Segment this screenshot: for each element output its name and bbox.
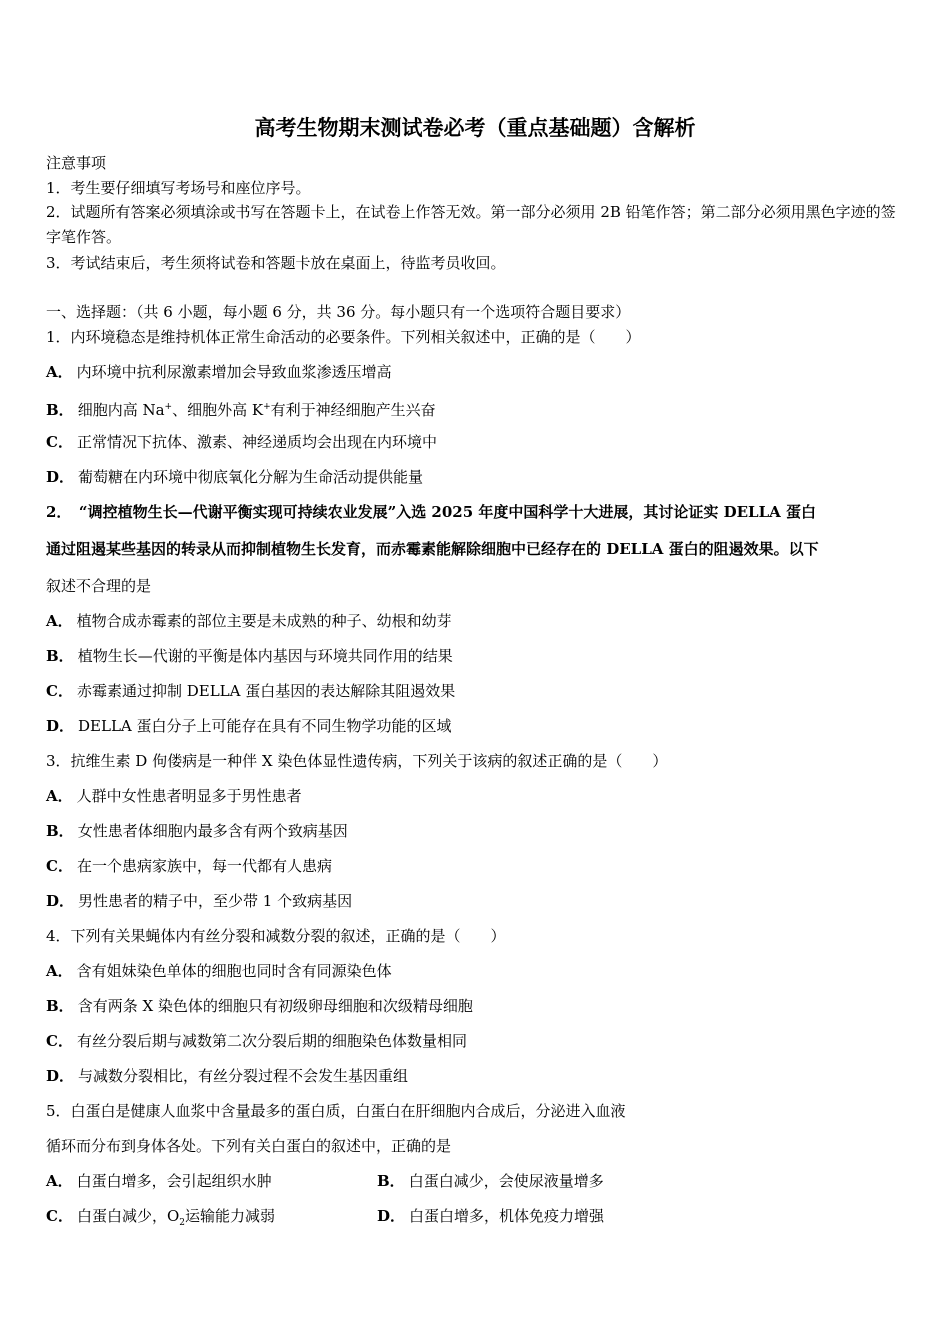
option-text: 植物生长—代谢的平衡是体内基因与环境共同作用的结果 xyxy=(77,647,453,665)
option-text: 有利于神经细胞产生兴奋 xyxy=(270,401,436,419)
option-label: C． xyxy=(46,433,73,451)
option-text: 葡萄糖在内环境中彻底氧化分解为生命活动提供能量 xyxy=(78,468,424,486)
notice-item-2: 2．试题所有答案必须填涂或书写在答题卡上，在试卷上作答无效。第一部分必须用 2B 铅笔作答；第二部分必须用黑色字迹的签字笔作答。 xyxy=(46,203,896,246)
option-text: 有丝分裂后期与减数第二次分裂后期的细胞染色体数量相同 xyxy=(76,1032,467,1050)
question-4-option-c xyxy=(46,1031,467,1051)
option-text: 白蛋白减少，会使尿液量增多 xyxy=(408,1172,604,1190)
option-label: A． xyxy=(46,612,73,630)
option-text: 白蛋白增多，会引起组织水肿 xyxy=(76,1172,272,1190)
option-label: D． xyxy=(377,1207,406,1225)
question-2-option-b xyxy=(46,646,453,666)
question-1-stem: 1．内环境稳态是维持机体正常生命活动的必要条件。下列相关叙述中，正确的是（ ） xyxy=(46,328,641,346)
option-text: 在一个患病家族中，每一代都有人患病 xyxy=(76,857,332,875)
option-text: 细胞内高 Na xyxy=(77,401,165,419)
question-1-option-a xyxy=(46,362,392,382)
question-5-option-b xyxy=(377,1171,604,1191)
question-4-option-d xyxy=(46,1066,408,1086)
question-1-option-c xyxy=(46,432,437,452)
notice-item-3: 3．考试结束后，考生须将试卷和答题卡放在桌面上，待监考员收回。 xyxy=(46,254,506,272)
superscript: + xyxy=(164,402,173,412)
option-label: D． xyxy=(46,1067,75,1085)
option-text: 、细胞外高 K xyxy=(172,401,264,419)
question-3-option-c xyxy=(46,856,332,876)
question-2-option-c xyxy=(46,681,455,701)
question-1-option-d xyxy=(46,467,423,487)
question-2-stem-line-1: 2． “调控植物生长—代谢平衡实现可持续农业发展”入选 2025 年度中国科学十大进展，其讨论证实 DELLA 蛋白 xyxy=(46,503,817,521)
option-label: A． xyxy=(46,787,73,805)
question-4-stem: 4．下列有关果蝇体内有丝分裂和减数分裂的叙述，正确的是（ ） xyxy=(46,927,506,945)
option-text: 含有两条 X 染色体的细胞只有初级卵母细胞和次级精母细胞 xyxy=(77,997,473,1015)
option-text: 赤霉素通过抑制 DELLA 蛋白基因的表达解除其阻遏效果 xyxy=(76,682,456,700)
question-3-option-b xyxy=(46,821,348,841)
option-text: 女性患者体细胞内最多含有两个致病基因 xyxy=(77,822,348,840)
subscript: 2 xyxy=(179,1218,185,1228)
option-label: C． xyxy=(46,1207,73,1225)
option-text: 正常情况下抗体、激素、神经递质均会出现在内环境中 xyxy=(76,433,437,451)
question-2-stem-line-3: 叙述不合理的是 xyxy=(46,577,152,595)
option-label: B． xyxy=(46,997,74,1015)
section-heading: 一、选择题：（共 6 小题，每小题 6 分，共 36 分。每小题只有一个选项符合题目要求） xyxy=(46,303,631,321)
option-label: A． xyxy=(46,962,73,980)
question-3-option-d xyxy=(46,891,352,911)
option-text: 男性患者的精子中，至少带 1 个致病基因 xyxy=(78,892,353,910)
option-label: D． xyxy=(46,892,75,910)
option-label: B． xyxy=(46,647,74,665)
option-text: 含有姐妹染色单体的细胞也同时含有同源染色体 xyxy=(76,962,392,980)
question-4-option-b xyxy=(46,996,473,1016)
option-label: C． xyxy=(46,682,73,700)
option-text: 白蛋白减少，O xyxy=(76,1207,180,1225)
option-label: B． xyxy=(46,401,74,419)
question-3-option-a xyxy=(46,786,302,806)
option-label: B． xyxy=(377,1172,405,1190)
option-text: 与减数分裂相比，有丝分裂过程不会发生基因重组 xyxy=(78,1067,409,1085)
question-2-option-a xyxy=(46,611,452,631)
page-title: 高考生物期末测试卷必考（重点基础题）含解析 xyxy=(254,116,696,140)
option-label: B． xyxy=(46,822,74,840)
question-3-stem: 3．抗维生素 D 佝偻病是一种伴 X 染色体显性遗传病，下列关于该病的叙述正确的是（ ） xyxy=(46,752,668,770)
question-5-stem-line-2: 循环而分布到身体各处。下列有关白蛋白的叙述中，正确的是 xyxy=(46,1137,452,1155)
question-5-option-d xyxy=(377,1206,604,1226)
option-label: A． xyxy=(46,1172,73,1190)
option-text: DELLA 蛋白分子上可能存在具有不同生物学功能的区域 xyxy=(78,717,452,735)
option-label: C． xyxy=(46,1032,73,1050)
question-2-option-d xyxy=(46,716,452,736)
question-4-option-a xyxy=(46,961,392,981)
option-text: 人群中女性患者明显多于男性患者 xyxy=(76,787,302,805)
option-label: C． xyxy=(46,857,73,875)
option-label: A． xyxy=(46,363,73,381)
option-label: D． xyxy=(46,468,75,486)
superscript: + xyxy=(263,402,271,412)
question-5-option-a xyxy=(46,1171,272,1191)
question-5-stem-line-1: 5．白蛋白是健康人血浆中含量最多的蛋白质，白蛋白在肝细胞内合成后，分泌进入血液 xyxy=(46,1102,626,1120)
question-5-option-c xyxy=(46,1206,275,1233)
option-text: 植物合成赤霉素的部位主要是未成熟的种子、幼根和幼芽 xyxy=(76,612,452,630)
option-text: 内环境中抗利尿激素增加会导致血浆渗透压增高 xyxy=(76,363,392,381)
option-label: D． xyxy=(46,717,75,735)
notice-heading: 注意事项 xyxy=(46,154,107,172)
question-1-option-b xyxy=(46,397,436,420)
question-2-stem-line-2: 通过阻遏某些基因的转录从而抑制植物生长发育，而赤霉素能解除细胞中已经存在的 DELLA 蛋白的阻遏效果。以下 xyxy=(46,540,819,558)
option-text: 运输能力减弱 xyxy=(185,1207,276,1225)
notice-item-1: 1．考生要仔细填写考场号和座位序号。 xyxy=(46,179,311,197)
option-text: 白蛋白增多，机体免疫力增强 xyxy=(409,1207,605,1225)
